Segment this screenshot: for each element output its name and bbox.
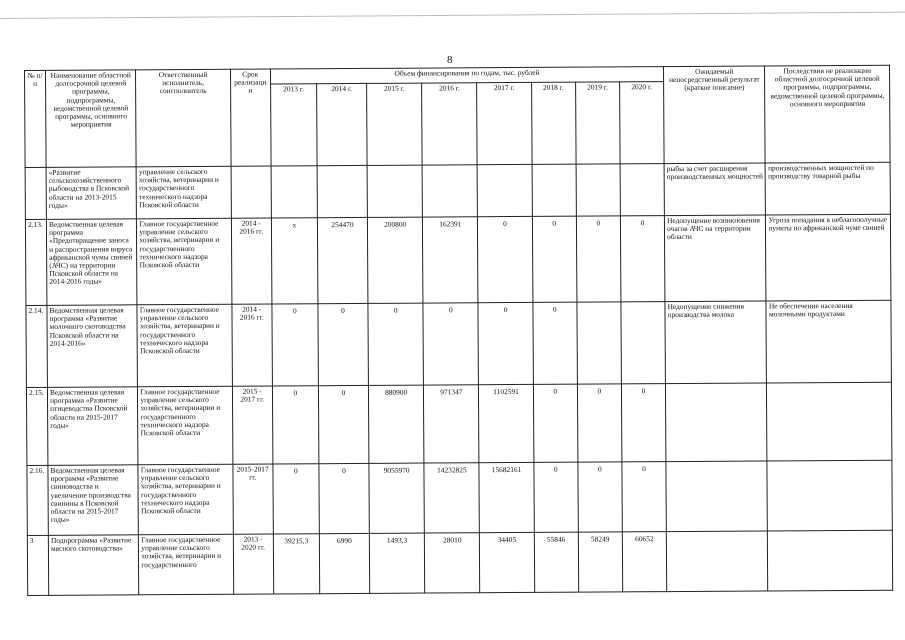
row-value: 0 [578,462,623,532]
table-row [25,214,891,305]
row-executor: Главное государственное управление сельского хозяйства, ветеринарии и государственного технического надзора Псковской области [137,218,232,305]
row-value: 0 [272,386,319,464]
table-row [26,382,891,465]
header-result: Ожидаемый непосредственный результат (краткое описание) [664,66,766,164]
row-consequences: производственных мощностей по производству товарной рыбы [766,162,891,215]
row-period: 2014 - 2016 гг. [232,304,273,386]
row-period [231,166,271,218]
row-value: x [271,218,318,304]
header-year: 2014 г. [317,83,368,165]
row-value: 0 [533,302,578,384]
row-executor: Главное государственное управление сельского хозяйства, ветеринарии и государственного [139,534,234,595]
row-value: 15682161 [479,462,534,532]
row-value: 0 [534,462,579,532]
row-executor: Главное государственное управление сельского хозяйства, ветеринарии и государственного технического надзора Псковской области [138,386,233,465]
header-year: 2020 г. [620,82,665,164]
row-value: 971347 [424,385,480,463]
table-row [27,460,892,535]
row-value: 0 [478,302,533,384]
row-num [25,167,46,219]
row-value: 9055970 [369,463,425,533]
row-name: Ведомственная целевая программа «Предотвращение заноса и распространения вируса африканской чумы свиней (АЧС) на территории Псковской области на 2014-2016 годы» [46,219,137,306]
row-period: 2014 - 2016 гг. [231,218,272,304]
row-value [576,164,620,216]
row-value: 0 [319,463,370,533]
row-result: Недопущение возникновения очагов АЧС на территории области [665,215,767,302]
header-year: 2017 г. [477,82,532,164]
row-consequences: Угроза попадания в неблагополучные пункты по африканской чуме свиней [766,214,891,301]
row-value: 0 [622,462,667,532]
row-value: 34405 [480,532,535,592]
row-value: 1102591 [479,384,534,462]
header-num: № п/п [25,70,47,167]
row-value: 60652 [622,532,667,592]
row-value: 254470 [317,217,368,303]
row-value: 0 [368,303,424,385]
row-value: 1493,3 [369,533,425,593]
row-value: 0 [577,384,622,462]
header-executor: Ответственный исполнитель, соисполнитель [136,69,231,167]
row-num: 2.16. [27,465,48,535]
row-value: 0 [621,384,666,462]
header-consequences: Последствия не реализации областной долгосрочной целевой программы, подпрограммы, ведомственной целевой программы, основного мероприятия [765,65,890,163]
row-value: 58249 [578,532,623,592]
header-year: 2019 г. [575,82,620,164]
row-value: 6990 [319,533,370,593]
row-consequences [768,530,893,591]
row-value [478,164,532,216]
table-row [25,162,890,219]
row-value [620,164,665,216]
row-executor: Главное государственное управление сельского хозяйства, ветеринарии и государственного технического надзора Псковской области [137,304,232,387]
row-value: 0 [272,304,319,386]
header-funding-title: Объем финансирования по годам, тыс. рублей [270,67,663,84]
row-num: 3 [27,535,48,595]
table-row [26,300,891,387]
row-name: Ведомственная целевая программа «Развитие птицеводства Псковской области на 2015-2017 годы» [48,387,139,466]
row-value: 0 [423,303,479,385]
row-value: 162391 [423,217,479,303]
row-name: «Развитие сельскохозяйственного рыбоводства в Псковской области на 2013-2015 годы» [46,167,137,220]
row-value: 55846 [534,532,579,592]
row-name: Ведомственная целевая программа «Развитие свиноводства и увеличение производства свинины в Псковской области на 2015-2017 годы» [48,465,139,536]
row-value: 39215,3 [273,534,320,594]
header-period: Срок реализации [230,69,271,166]
row-executor: управление сельского хозяйства, ветеринарии и государственного технического надзора Псковской области [136,166,231,219]
row-value [422,165,478,217]
header-year: 2015 г. [367,83,423,165]
row-executor: Главное государственное управление сельского хозяйства, ветеринарии и государственного технического надзора Псковской области [138,464,233,535]
row-name: Ведомственная целевая программа «Развитие молочного скотоводства Псковской области на 2014-2016» [47,305,138,388]
row-result [666,383,768,462]
row-result: рыбы за счет расширения производственных мощностей [664,163,766,216]
row-result: Недопущение снижения производства молока [665,301,767,384]
row-value: 880900 [369,385,425,463]
header-year: 2013 г. [270,84,317,166]
row-result [666,531,768,592]
row-num: 2.13. [25,219,47,305]
row-value: 0 [318,385,369,463]
row-result [666,461,768,532]
header-year: 2018 г. [531,82,576,164]
row-value: 14232825 [424,463,480,533]
row-period: 2013 - 2020 гг. [233,534,273,594]
row-period: 2015-2017 гг. [233,464,274,534]
row-value: 200800 [368,217,424,303]
row-value: 0 [532,216,577,302]
row-period: 2015 - 2017 гг. [232,386,273,464]
row-consequences [767,460,892,531]
row-value: 0 [620,216,665,302]
row-value: 0 [478,216,533,302]
row-value [367,165,423,217]
row-value: 28010 [425,533,481,593]
page-number: 8 [447,54,453,66]
row-num: 2.15. [26,387,48,465]
row-value [577,302,622,384]
row-consequences [767,382,892,461]
row-name: Подпрограмма «Развитие мясного скотоводства» [48,535,139,596]
row-value: 0 [273,464,320,534]
table-row [27,530,892,595]
row-value: 0 [318,303,369,385]
header-name: Наименование областной долгосрочной целевой программы, подпрограммы, ведомственной целевой программы, основного мероприятия [46,70,137,168]
scan-edge-line [0,12,905,19]
row-value [317,165,367,217]
funding-table [24,65,893,596]
row-value: 0 [576,216,621,302]
row-num: 2.14. [26,305,48,387]
row-value [271,166,317,218]
row-value: 0 [533,384,578,462]
row-consequences: Не обеспечение населения молочными продуктами [766,300,891,383]
funding-table-sheet [24,65,893,600]
header-year: 2016 г. [422,83,478,165]
row-value [532,164,576,216]
row-value [621,302,666,384]
